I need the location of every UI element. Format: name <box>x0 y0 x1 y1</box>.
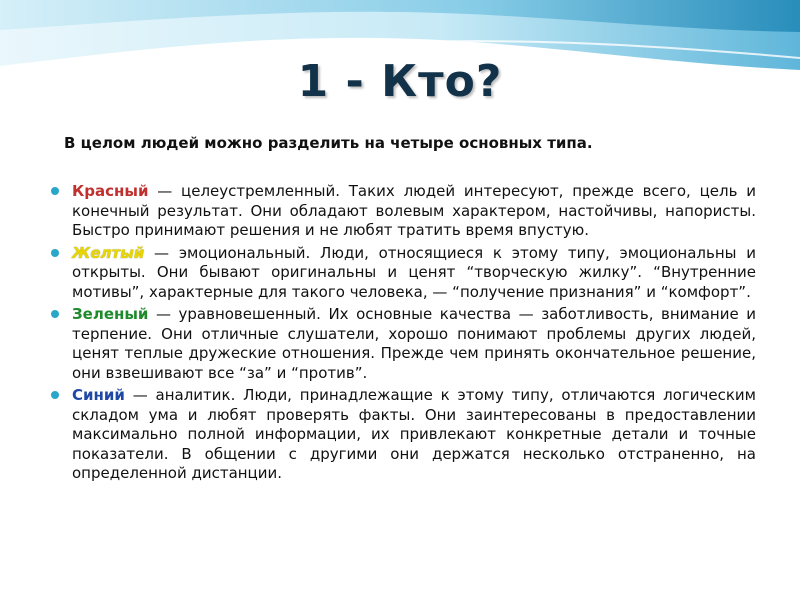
personality-types-list <box>50 182 756 487</box>
bullet-icon <box>51 391 59 399</box>
item-description: — целеустремленный. Таких людей интересуют, прежде всего, цель и конечный результат. Они обладают волевым характером, настойчивы, напористы. Быстро принимают решения и не любят тратить время впустую. <box>72 182 756 239</box>
bullet-icon <box>51 249 59 257</box>
list-item-blue <box>50 386 756 484</box>
list-item-green <box>50 305 756 383</box>
bullet-icon <box>51 310 59 318</box>
list-item-red <box>50 182 756 241</box>
bullet-icon <box>51 187 59 195</box>
item-description: — эмоциональный. Люди, относящиеся к этому типу, эмоциональны и открыты. Они бывают оригинальны и ценят “творческую жилку”. “Внутренние мотивы”, характерные для такого человека, — “получение признания” и “комфорт”. <box>72 243 756 301</box>
keyword-blue: Синий <box>72 386 125 404</box>
slide-title: 1 - Кто? <box>297 56 503 107</box>
item-description: — аналитик. Люди, принадлежащие к этому типу, отличаются логическим складом ума и любят проверять факты. Они заинтересованы в предоставлении максимально полной информации, их привлекают конкретные детали и точные показатели. В общении с другими они держатся несколько отстраненно, на определенной дистанции. <box>72 386 756 482</box>
keyword-green: Зеленый <box>72 305 149 323</box>
keyword-yellow: Желтый <box>72 243 145 262</box>
keyword-red: Красный <box>72 182 149 200</box>
intro-text: В целом людей можно разделить на четыре основных типа. <box>64 134 593 152</box>
item-description: — уравновешенный. Их основные качества — заботливость, внимание и терпение. Они отличные слушатели, хорошо понимают проблемы других людей, ценят теплые дружеские отношения. Прежде чем принять окончательное решение, они взвешивают все “за” и “против”. <box>72 305 756 382</box>
list-item-yellow <box>50 244 756 303</box>
